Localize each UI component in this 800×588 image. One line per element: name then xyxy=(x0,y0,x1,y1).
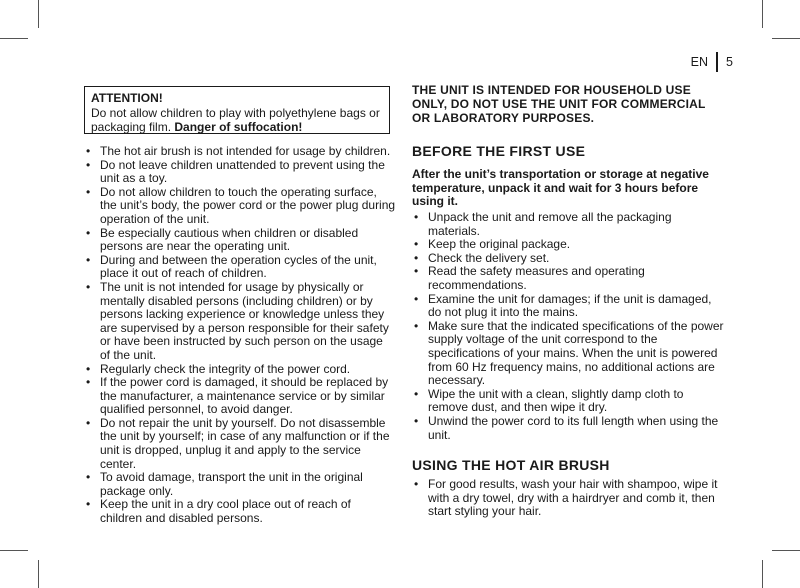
crop-mark xyxy=(0,38,28,39)
language-code: EN xyxy=(690,55,709,69)
crop-mark xyxy=(38,560,39,588)
list-item: • If the power cord is damaged, it should be replaced by the manufacturer, a maintenance service or by similar qualified personnel, to avoid danger. xyxy=(84,376,396,417)
list-item: • Be especially cautious when children or disabled persons are near the operating unit. xyxy=(84,227,396,254)
before-first-use-heading: BEFORE THE FIRST USE xyxy=(412,143,586,159)
attention-text xyxy=(91,106,383,135)
household-notice: THE UNIT IS INTENDED FOR HOUSEHOLD USE ONLY, DO NOT USE THE UNIT FOR COMMERCIAL OR LABORATORY PURPOSES. xyxy=(412,83,706,125)
attention-box xyxy=(84,86,390,134)
list-item: • Unwind the power cord to its full length when using the unit. xyxy=(412,415,725,442)
list-item: • The unit is not intended for usage by physically or mentally disabled persons (including children) or by persons lacking experience or knowledge unless they are supervised by a person responsible for their safety or have been instructed by such person on the usage of the unit. xyxy=(84,281,396,363)
list-item: • Keep the original package. xyxy=(412,238,725,252)
crop-mark xyxy=(762,0,763,28)
list-item: • Keep the unit in a dry cool place out of reach of children and disabled persons. xyxy=(84,498,396,525)
crop-mark xyxy=(772,38,800,39)
attention-body: Do not allow children to play with polyethylene bags or packaging film. xyxy=(91,105,380,134)
list-item: • The hot air brush is not intended for usage by children. xyxy=(84,145,396,159)
before-first-use-intro: After the unit’s transportation or storage at negative temperature, unpack it and wait for 3 hours before using it. xyxy=(412,167,709,209)
list-item: • Regularly check the integrity of the power cord. xyxy=(84,363,396,377)
list-item: • To avoid damage, transport the unit in the original package only. xyxy=(84,471,396,498)
list-item: • Examine the unit for damages; if the unit is damaged, do not plug it into the mains. xyxy=(412,293,725,320)
list-item: • Make sure that the indicated specifications of the power supply voltage of the unit correspond to the specifications of your mains. When the unit is powered from 60 Hz frequency mains, no additional actions are necessary. xyxy=(412,320,725,388)
attention-danger: Danger of suffocation! xyxy=(174,120,303,134)
safety-list xyxy=(84,145,396,526)
list-item: • Check the delivery set. xyxy=(412,252,725,266)
list-item: • For good results, wash your hair with shampoo, wipe it with a dry towel, dry with a hairdryer and comb it, then start styling your hair. xyxy=(412,478,725,519)
crop-mark xyxy=(0,550,28,551)
crop-mark xyxy=(762,560,763,588)
page-number: 5 xyxy=(726,55,733,69)
list-item: • Do not leave children unattended to prevent using the unit as a toy. xyxy=(84,159,396,186)
list-item: • Do not repair the unit by yourself. Do not disassemble the unit by yourself; in case of any malfunction or if the unit is dropped, unplug it and apply to the service center. xyxy=(84,417,396,471)
using-heading: USING THE HOT AIR BRUSH xyxy=(412,457,610,473)
header-divider xyxy=(716,52,718,72)
list-item: • Unpack the unit and remove all the packaging materials. xyxy=(412,211,725,238)
list-item: • Do not allow children to touch the operating surface, the unit’s body, the power cord or the power plug during operation of the unit. xyxy=(84,186,396,227)
using-list xyxy=(412,478,725,519)
list-item: • Read the safety measures and operating recommendations. xyxy=(412,265,725,292)
before-first-use-list xyxy=(412,211,725,442)
page-header xyxy=(691,52,733,72)
crop-mark xyxy=(772,550,800,551)
crop-mark xyxy=(38,0,39,28)
list-item: • During and between the operation cycles of the unit, place it out of reach of children. xyxy=(84,254,396,281)
list-item: • Wipe the unit with a clean, slightly damp cloth to remove dust, and then wipe it dry. xyxy=(412,388,725,415)
attention-title: ATTENTION! xyxy=(91,91,163,105)
